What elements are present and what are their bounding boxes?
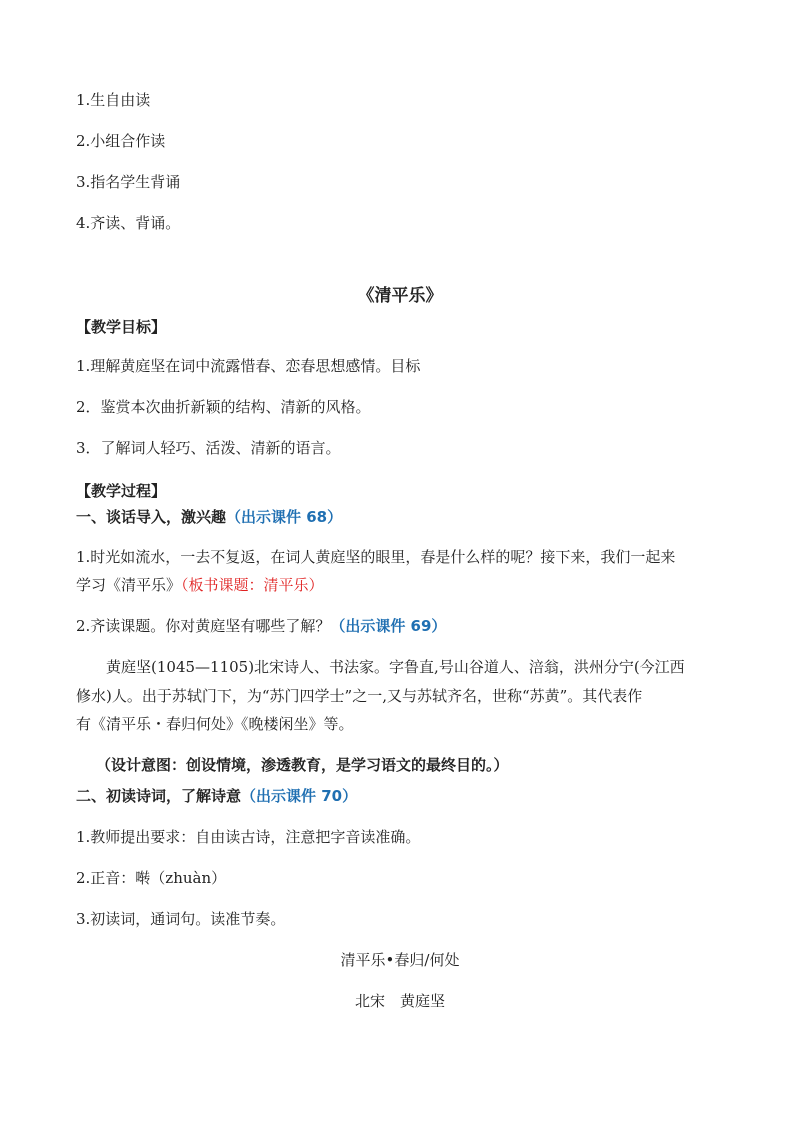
design-note: （设计意图：创设情境，渗透教育，是学习语文的最终目的。） <box>96 756 509 774</box>
section1-note: （出示课件 68） <box>226 508 343 526</box>
goal-item-2: 2．鉴赏本次曲折新颖的结构、清新的风格。 <box>76 398 371 416</box>
lesson-title: 《清平乐》 <box>357 286 443 306</box>
process-heading: 【教学过程】 <box>76 482 167 500</box>
s2-item-1: 1.教师提出要求：自由读古诗，注意把字音读准确。 <box>76 828 421 846</box>
s1-paragraph-1-line-2 <box>76 575 324 595</box>
section1-title: 一、谈话导入，激兴趣 <box>76 508 227 526</box>
s1-paragraph-2-note: （出示课件 69） <box>330 617 447 635</box>
bio-line-1: 黄庭坚(1045—1105)北宋诗人、书法家。字鲁直,号山谷道人、涪翁，洪州分宁(今江西 <box>106 658 685 676</box>
bio-line-3: 有《清平乐・春归何处》《晚楼闲坐》等。 <box>76 715 354 733</box>
s2-item-3: 3.初读词，通词句。读准节奏。 <box>76 910 286 928</box>
s2-item-2: 2.正音：啭（zhuàn） <box>76 869 227 887</box>
bio-line-2: 修水)人。出于苏轼门下，为“苏门四学士”之一,又与苏轼齐名，世称“苏黄”。其代表作 <box>76 687 643 705</box>
s1-paragraph-1-line-1: 1.时光如流水，一去不复返，在词人黄庭坚的眼里，春是什么样的呢？接下来，我们一起来 <box>76 548 676 566</box>
intro-item-1: 1.生自由读 <box>76 91 151 109</box>
intro-item-2: 2.小组合作读 <box>76 132 166 150</box>
intro-item-4: 4.齐读、背诵。 <box>76 214 181 232</box>
s1-paragraph-2 <box>76 616 446 636</box>
s1-paragraph-2-text: 2.齐读课题。你对黄庭坚有哪些了解？ <box>76 617 331 635</box>
goal-item-1: 1.理解黄庭坚在词中流露惜春、恋春思想感情。目标 <box>76 357 421 375</box>
goals-heading: 【教学目标】 <box>76 318 167 336</box>
s1-paragraph-1-text: 学习《清平乐》 <box>76 576 182 594</box>
intro-item-3: 3.指名学生背诵 <box>76 173 181 191</box>
poem-author: 北宋 黄庭坚 <box>354 992 445 1010</box>
section2-note: （出示课件 70） <box>241 787 358 805</box>
board-note: （板书课题：清平乐） <box>181 576 324 594</box>
section2-title: 二、初读诗词，了解诗意 <box>76 787 242 805</box>
goal-item-3: 3．了解词人轻巧、活泼、清新的语言。 <box>76 439 341 457</box>
section1-heading <box>76 507 342 527</box>
poem-title: 清平乐•春归/何处 <box>340 951 460 969</box>
section2-heading <box>76 786 357 806</box>
